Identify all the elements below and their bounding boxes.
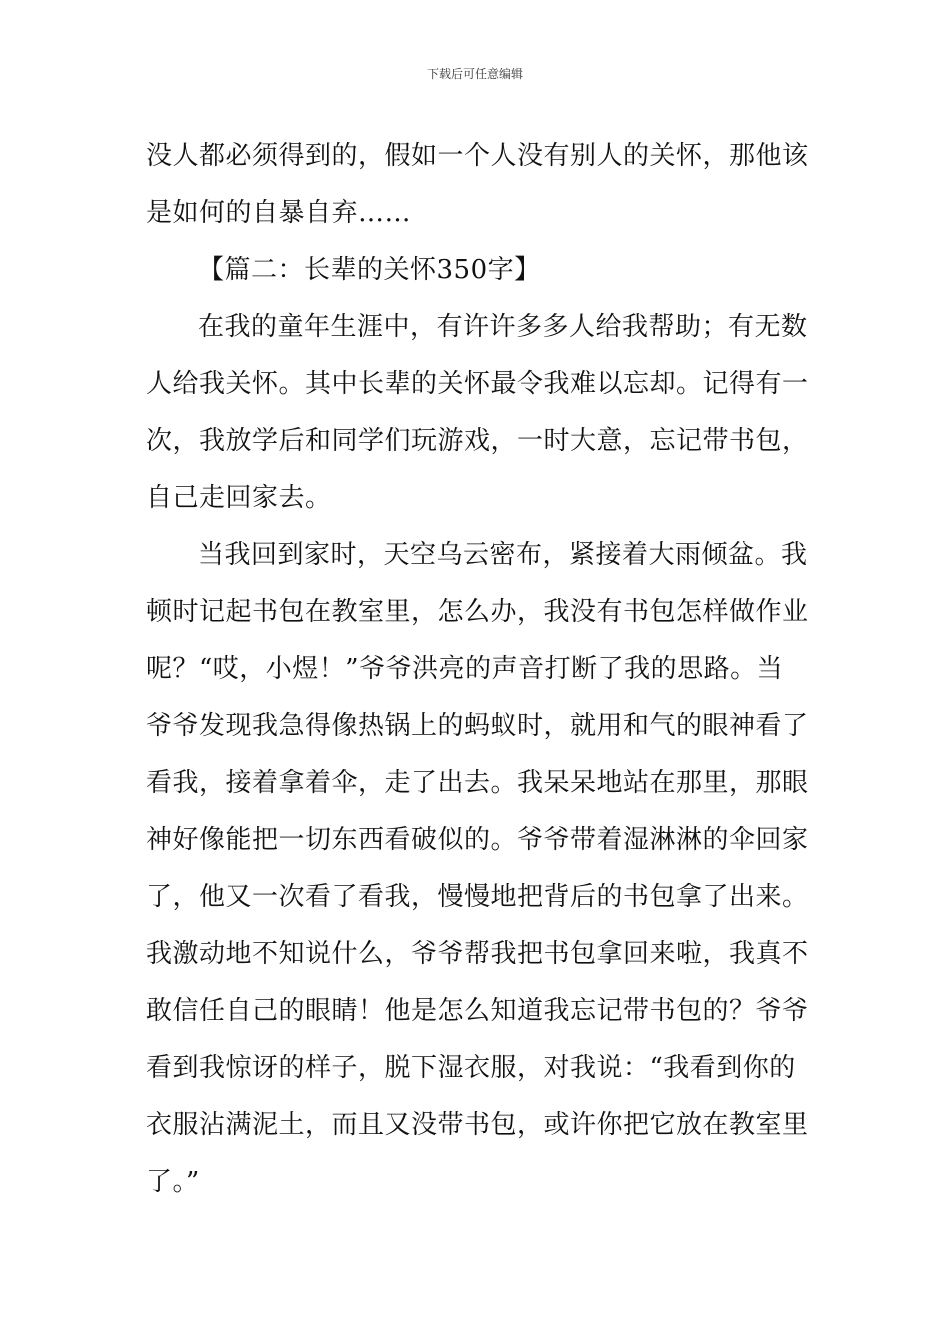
text-line: 是如何的自暴自弃…… [146,198,412,228]
text-line: 自己走回家去。 [146,483,332,513]
text-line: 看到我惊讶的样子，脱下湿衣服，对我说：“我看到你的 [146,1053,796,1083]
page-header: 下载后可任意编辑 [426,67,523,81]
text-line: 人给我关怀。其中长辈的关怀最令我难以忘却。记得有一 [146,369,809,399]
text-line: 了，他又一次看了看我，慢慢地把背后的书包拿了出来。 [146,882,809,912]
text-line: 爷爷发现我急得像热锅上的蚂蚁时，就用和气的眼神看了 [146,711,809,741]
text-line: 在我的童年生涯中，有许许多多人给我帮助；有无数 [198,312,808,342]
text-line: 看我，接着拿着伞，走了出去。我呆呆地站在那里，那眼 [146,768,809,798]
text-line: 了。” [146,1167,200,1197]
text-line: 神好像能把一切东西看破似的。爷爷带着湿淋淋的伞回家 [146,825,809,855]
section-heading: 【篇二：长辈的关怀350字】 [198,255,541,285]
text-line: 顿时记起书包在教室里，怎么办，我没有书包怎样做作业 [146,597,809,627]
text-line: 没人都必须得到的，假如一个人没有别人的关怀，那他该 [146,141,809,171]
text-line: 我激动地不知说什么，爷爷帮我把书包拿回来啦，我真不 [146,939,809,969]
text-line: 呢？“哎，小煜！”爷爷洪亮的声音打断了我的思路。当 [146,654,784,684]
text-line: 次，我放学后和同学们玩游戏，一时大意，忘记带书包， [146,426,809,456]
document-body [146,128,808,1211]
text-line: 敢信任自己的眼睛！他是怎么知道我忘记带书包的？爷爷 [146,996,809,1026]
text-line: 衣服沾满泥土，而且又没带书包，或许你把它放在教室里 [146,1110,809,1140]
text-line: 当我回到家时，天空乌云密布，紧接着大雨倾盆。我 [198,540,808,570]
